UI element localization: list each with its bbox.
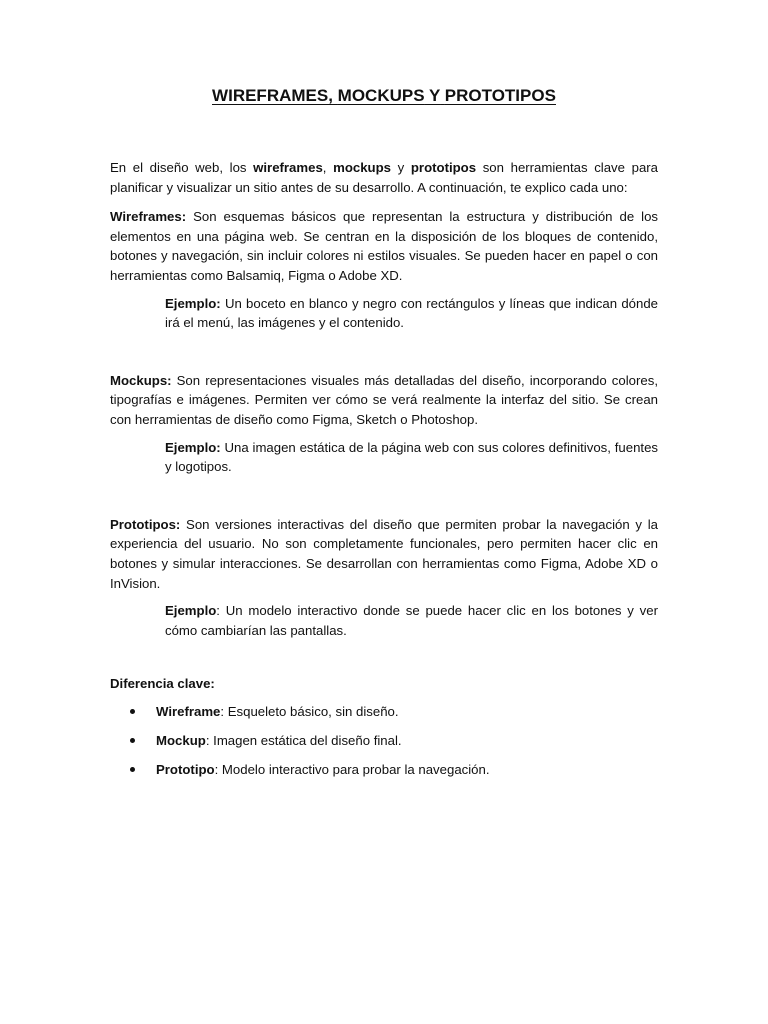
- list-item: [110, 702, 658, 722]
- intro-term-mockups: mockups: [333, 160, 391, 175]
- list-item-term: Prototipo: [156, 761, 215, 777]
- prototipos-example-text: : Un modelo interactivo donde se puede hacer clic en los botones y ver cómo cambiarían las pantallas.: [165, 603, 658, 638]
- intro-text-1: En el diseño web, los: [110, 160, 254, 175]
- list-item: [110, 760, 658, 780]
- intro-term-prototipos: prototipos: [410, 160, 477, 175]
- wireframes-example-text: Un boceto en blanco y negro con rectángulos y líneas que indican dónde irá el menú, las imágenes y el contenido.: [165, 295, 658, 331]
- mockups-label: Mockups:: [110, 372, 172, 388]
- bullet-dot-icon: [130, 709, 135, 714]
- diferencia-heading: Diferencia clave:: [110, 676, 215, 692]
- prototipos-paragraph: [110, 515, 658, 593]
- intro-term-wireframes: wireframes: [253, 160, 323, 175]
- list-item-term: Mockup: [156, 732, 206, 748]
- mockups-example-text: Una imagen estática de la página web con sus colores definitivos, fuentes y logotipos.: [165, 439, 658, 475]
- bullet-dot-icon: [130, 767, 135, 772]
- list-item: [110, 731, 658, 751]
- prototipos-text: Son versiones interactivas del diseño que permiten probar la navegación y la experiencia del usuario. No son completamente funcionales, pero permiten hacer clic en botones y simular interacciones. Se desarrollan con herramientas como Figma, Adobe XD o InVision.: [110, 516, 658, 591]
- title-word-prototipos: PROTOTIPOS: [444, 86, 556, 105]
- prototipos-example: [165, 601, 658, 640]
- list-item-desc: : Modelo interactivo para probar la navegación.: [214, 761, 490, 777]
- list-item-term: Wireframe: [156, 703, 221, 719]
- intro-paragraph: [110, 158, 658, 197]
- intro-text-3: y: [391, 160, 411, 175]
- prototipos-label: Prototipos:: [110, 516, 181, 532]
- wireframes-label: Wireframes:: [110, 209, 187, 225]
- diferencia-list: [110, 702, 658, 780]
- mockups-example: [165, 438, 658, 477]
- wireframes-example: [165, 294, 658, 333]
- mockups-text: Son representaciones visuales más detalladas del diseño, incorporando colores, tipografías e imágenes. Permiten ver cómo se verá realmente la interfaz del sitio. Se crean con herramientas de diseño como Figma, Sketch o Photoshop.: [110, 372, 658, 427]
- mockups-paragraph: [110, 371, 658, 430]
- title-word-mockups: MOCKUPS: [337, 86, 425, 105]
- title-word-wireframes: WIREFRAMES,: [212, 86, 333, 105]
- wireframes-example-label: Ejemplo:: [165, 295, 221, 311]
- list-item-desc: : Imagen estática del diseño final.: [205, 732, 402, 748]
- title-conjunction: Y: [429, 86, 441, 105]
- prototipos-example-label: Ejemplo: [165, 603, 217, 619]
- bullet-dot-icon: [130, 738, 135, 743]
- mockups-example-label: Ejemplo:: [165, 439, 221, 455]
- wireframes-text: Son esquemas básicos que representan la estructura y distribución de los elementos en una página web. Se centran en la disposición de los bloques de contenido, botones y navegación, sin incluir colores ni estilos visuales. Se pueden hacer en papel o con herramientas como Balsamiq, Figma o Adobe XD.: [110, 209, 658, 283]
- page-title: [0, 86, 768, 106]
- document-body: [110, 158, 658, 789]
- wireframes-paragraph: [110, 207, 658, 285]
- list-item-desc: : Esqueleto básico, sin diseño.: [220, 703, 399, 719]
- intro-text-4: son herramientas clave para planificar y visualizar un sitio antes de su desarrollo. A continuación, te explico cada uno:: [110, 160, 659, 195]
- intro-text-2: ,: [322, 160, 334, 175]
